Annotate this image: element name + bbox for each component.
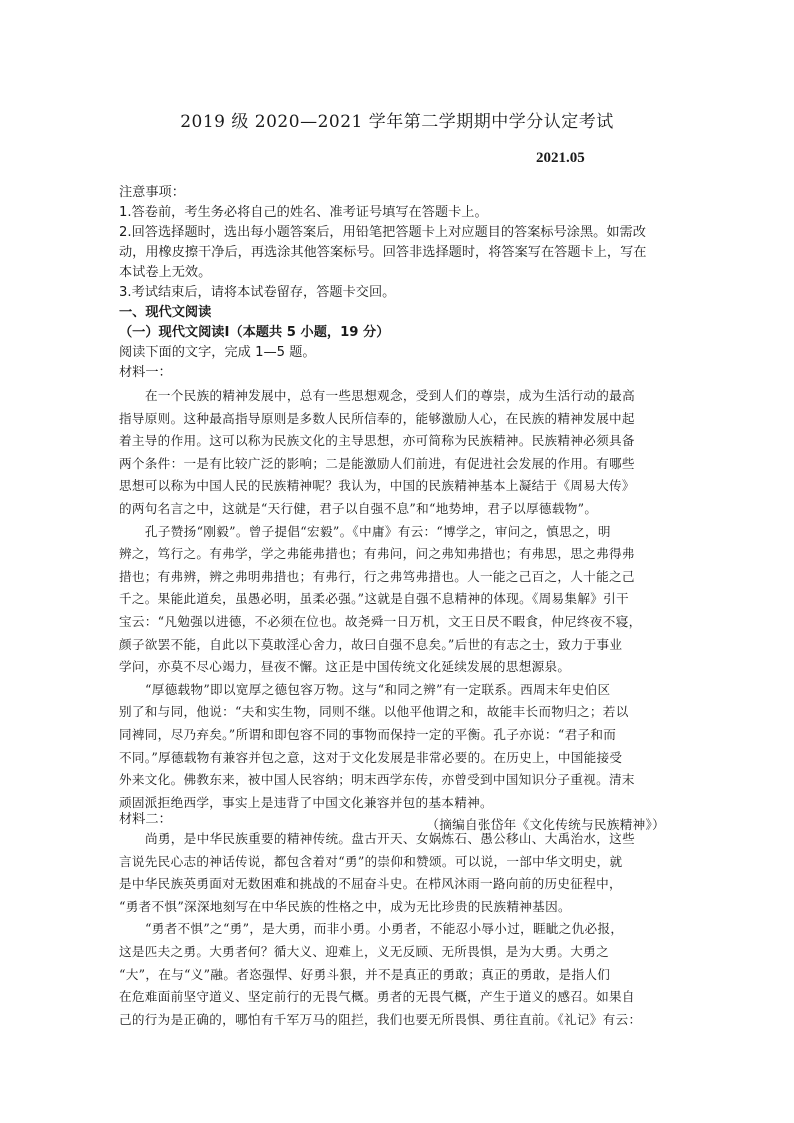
section-heading: 一、现代文阅读 xyxy=(119,305,212,320)
material-1-line: 宝云：“凡勉强以进德，不必须在位也。故尧舜一日万机，文王日昃不暇食，仲尼终夜不寝， xyxy=(119,613,642,629)
material-1-line: 在一个民族的精神发展中，总有一些思想观念，受到人们的尊崇，成为生活行动的最高 xyxy=(145,388,635,403)
notice-block xyxy=(119,183,677,303)
material-2-line: 这是匹夫之勇。大勇者何？循大义、迎难上，义无反顾、无所畏惧，是为大勇。大勇之 xyxy=(119,943,609,959)
material-1-source: （摘编自张岱年《文化传统与民族精神》） xyxy=(426,817,665,833)
material-1-line: 孔子赞扬“刚毅”。曾子提倡“宏毅”。《中庸》有云：“博学之，审问之，慎思之，明 xyxy=(145,523,611,539)
material-1-line: 外来文化。佛教东来，被中国人民容纳；明末西学东传，亦曾受到中国知识分子重视。清末 xyxy=(119,772,635,788)
section-subheading: （一）现代文阅读Ⅰ（本题共 5 小题，19 分） xyxy=(119,325,390,340)
exam-title: 2019 级 2020—2021 学年第二学期期中学分认定考试 xyxy=(180,112,614,132)
section-instruction: 阅读下面的文字，完成 1—5 题。 xyxy=(119,345,316,360)
material-2-line: 在危难面前坚守道义、坚定前行的无畏气概。勇者的无畏气概，产生于道义的感召。如果自 xyxy=(119,989,635,1005)
notice-line: 1.答卷前，考生务必将自己的姓名、准考证号填写在答题卡上。 xyxy=(119,205,488,220)
material-2-line: “勇者不惧”深深地刻写在中华民族的性格之中，成为无比珍贵的民族精神基因。 xyxy=(119,898,571,914)
material-1-line: 不同。”厚德载物有兼容并包之意，这对于文化发展是非常必要的。在历史上，中国能接受 xyxy=(119,749,623,765)
notice-line: 3.考试结束后，请将本试卷留存，答题卡交回。 xyxy=(119,285,396,300)
notice-line: 2.回答选择题时，选出每小题答案后，用铅笔把答题卡上对应题目的答案标号涂黑。如需改 xyxy=(119,225,646,240)
material-2-line: 己的行为是正确的，哪怕有千军万马的阻拦，我们也要无所畏惧、勇往直前。《礼记》有云： xyxy=(119,1011,642,1027)
notice-heading: 注意事项： xyxy=(119,185,185,200)
material-1-line: 思想可以称为中国人民的民族精神呢？我认为，中国的民族精神基本上凝结于《周易大传》 xyxy=(119,478,635,494)
material-1-line: 千之。果能此道矣，虽愚必明，虽柔必强。”这就是自强不息精神的体现。《周易集解》引干 xyxy=(119,591,629,607)
section-header xyxy=(119,303,677,383)
material-1-line: “厚德载物”即以宽厚之德包容万物。这与“和同之辨”有一定联系。西周末年史伯区 xyxy=(145,681,611,697)
material-1-body xyxy=(119,385,677,837)
material-1-line: 同裨同，尽乃弃矣。”所谓和即包容不同的事物而保持一定的平衡。孔子亦说：“君子和而 xyxy=(119,726,617,742)
material-2-line: “大”，在与“义”融。者恣强悍、好勇斗狠，并不是真正的勇敢；真正的勇敢，是指人们 xyxy=(119,966,611,982)
material-1-line: 学问，亦莫不尽心竭力，昼夜不懈。这正是中国传统文化延续发展的思想源泉。 xyxy=(119,659,571,675)
material-1-line: 颜子欲罢不能，自此以下莫敢淫心舍力，故曰自强不息矣。”后世的有志之士，致力于事业 xyxy=(119,636,623,652)
material-1-line: 着主导的作用。这可以称为民族文化的主导思想，亦可简称为民族精神。民族精神必须具备 xyxy=(119,433,635,449)
material-2-body xyxy=(119,828,677,1031)
material-2-header xyxy=(119,810,677,830)
material-2-line: 言说先民心志的神话传说，都包含着对“勇”的崇仰和赞颂。可以说，一部中华文明史，就 xyxy=(119,853,623,869)
material-1-line: 两个条件：一是有比较广泛的影响；二是能激励人们前进，有促进社会发展的作用。有哪些 xyxy=(119,455,635,471)
notice-line: 动，用橡皮擦干净后，再选涂其他答案标号。回答非选择题时，将答案写在答题卡上，写在 xyxy=(119,245,647,260)
material-1-line: 的两句名言之中，这就是“天行健，君子以自强不息”和“地势坤，君子以厚德载物”。 xyxy=(119,500,598,516)
exam-date: 2021.05 xyxy=(536,150,585,166)
notice-line: 本试卷上无效。 xyxy=(119,265,212,280)
material-2-line: 是中华民族英勇面对无数困难和挑战的不屈奋斗史。在栉风沐雨一路向前的历史征程中， xyxy=(119,876,622,892)
material-1-line: 措也；有弗辨，辨之弗明弗措也；有弗行，行之弗笃弗措也。人一能之己百之，人十能之己 xyxy=(119,568,635,584)
material-2-line: “勇者不惧”之“勇”，是大勇，而非小勇。小勇者，不能忍小辱小过，睚眦之仇必报， xyxy=(145,921,624,937)
material-2-label: 材料二： xyxy=(119,812,172,827)
material-1-line: 指导原则。这种最高指导原则是多数人民所信奉的，能够激励人心，在民族的精神发展中起 xyxy=(119,410,635,426)
material-1-label: 材料一： xyxy=(119,365,172,380)
material-1-line: 辨之，笃行之。有弗学，学之弗能弗措也；有弗问，问之弗知弗措也；有弗思，思之弗得弗 xyxy=(119,546,635,562)
material-2-line: 尚勇，是中华民族重要的精神传统。盘古开天、女娲炼石、愚公移山、大禹治水，这些 xyxy=(145,831,635,846)
material-1-line: 顽固派拒绝西学，事实上是违背了中国文化兼容并包的基本精神。 xyxy=(119,794,493,810)
material-1-line: 别了和与同，他说：“夫和实生物，同则不继。以他平他谓之和，故能丰长而物归之；若以 xyxy=(119,704,629,720)
